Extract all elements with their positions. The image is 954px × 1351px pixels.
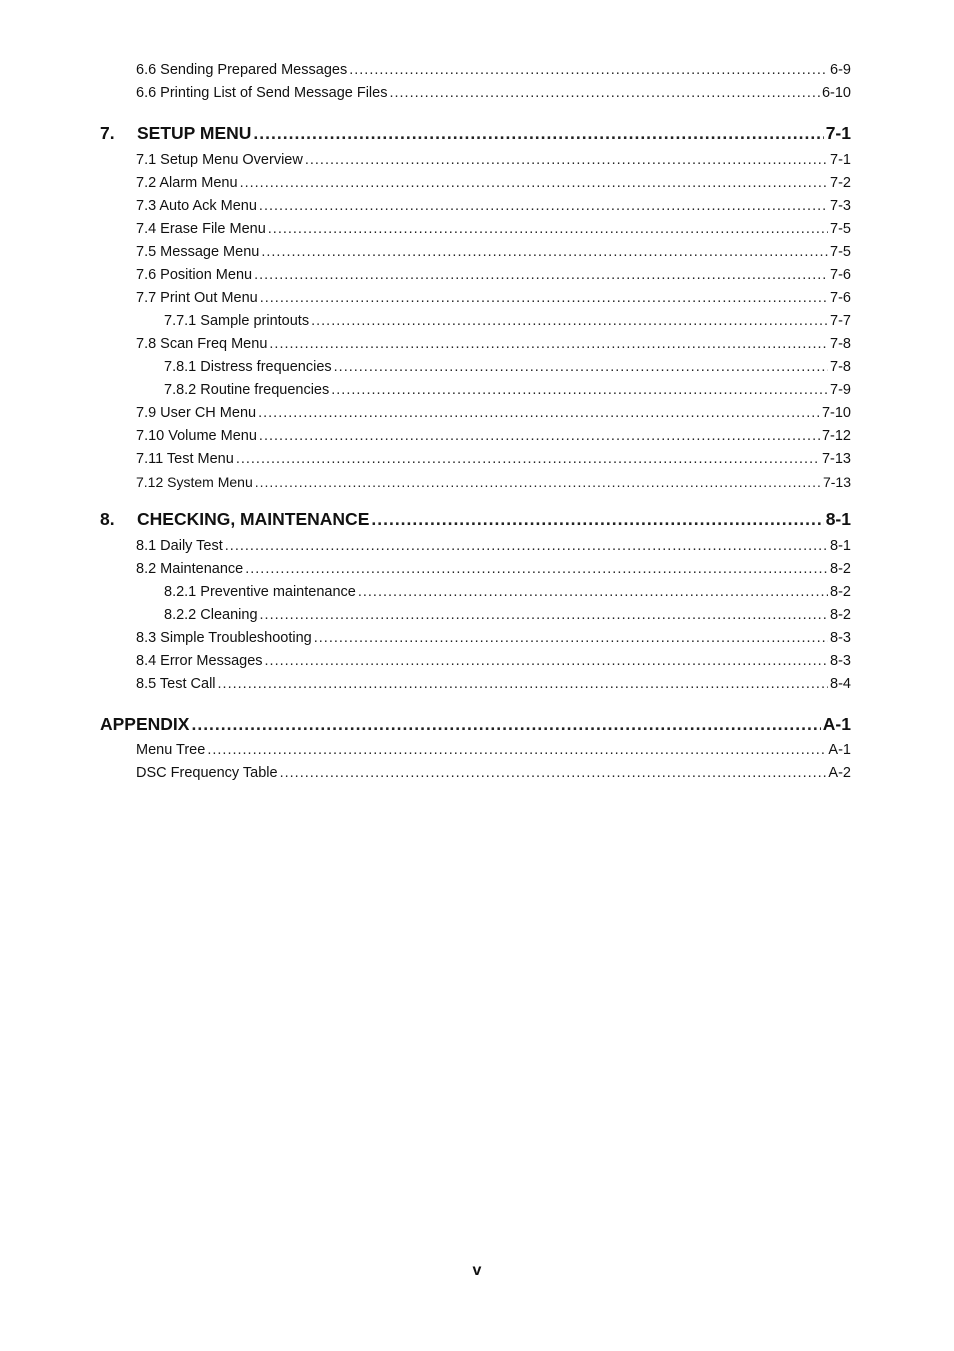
toc-entry-title: 7.4 Erase File Menu <box>136 221 266 237</box>
toc-section-heading[interactable] <box>100 714 851 735</box>
toc-entry-page: 7-6 <box>830 267 851 283</box>
dot-leader <box>191 714 820 735</box>
toc-entry[interactable] <box>136 451 851 467</box>
toc-entry-page: 7-1 <box>830 152 851 168</box>
dot-leader <box>259 428 820 444</box>
dot-leader <box>268 221 828 237</box>
toc-entry-page: 7-10 <box>821 405 851 421</box>
toc-entry[interactable] <box>136 267 851 283</box>
toc-entry-title: 7.9 User CH Menu <box>136 405 257 421</box>
toc-entry-page: 7-2 <box>830 175 851 191</box>
toc-entry-title: 6.6 Sending Prepared Messages <box>136 62 348 78</box>
dot-leader <box>260 607 829 623</box>
toc-entry-page: 7-13 <box>821 451 851 467</box>
toc-entry-title: 7.1 Setup Menu Overview <box>136 152 303 168</box>
dot-leader <box>334 359 828 375</box>
dot-leader <box>259 198 828 214</box>
dot-leader <box>311 313 828 329</box>
toc-entry[interactable] <box>136 405 851 421</box>
dot-leader <box>371 509 823 530</box>
toc-entry[interactable] <box>136 336 851 352</box>
toc-entry[interactable] <box>136 198 851 214</box>
dot-leader <box>258 405 820 421</box>
toc-entry-title: 6.6 Printing List of Send Message Files <box>136 85 388 101</box>
toc-entry-title: 7.6 Position Menu <box>136 267 253 283</box>
section-title: CHECKING, MAINTENANCE <box>137 509 370 529</box>
dot-leader <box>314 630 828 646</box>
toc-entry-page: 7-8 <box>830 359 851 375</box>
dot-leader <box>253 123 823 144</box>
section-page: 7-1 <box>825 123 851 143</box>
toc-entry[interactable] <box>136 290 851 306</box>
dot-leader <box>269 336 828 352</box>
toc-entry-title: DSC Frequency Table <box>136 765 278 781</box>
toc-entry-title: 7.11 Test Menu <box>136 451 234 467</box>
toc-entry-title: 7.8.1 Distress frequencies <box>164 359 332 375</box>
dot-leader <box>349 62 828 78</box>
section-number: 7. <box>100 123 115 143</box>
toc-entry-title: 8.2.1 Preventive maintenance <box>164 584 356 600</box>
toc-entry[interactable] <box>136 765 851 781</box>
toc-entry-page: A-1 <box>828 742 851 758</box>
toc-entry[interactable] <box>136 85 851 101</box>
toc-entry-title: 8.1 Daily Test <box>136 538 223 554</box>
section-title: SETUP MENU <box>137 123 252 143</box>
toc-entry[interactable] <box>136 62 851 78</box>
toc-entry[interactable] <box>136 653 851 669</box>
toc-entry-page: 8-4 <box>830 676 851 692</box>
toc-entry[interactable] <box>136 175 851 191</box>
toc-entry-title: 8.2 Maintenance <box>136 561 244 577</box>
dot-leader <box>255 474 821 490</box>
toc-entry-title: Menu Tree <box>136 742 206 758</box>
toc-entry-title: 8.4 Error Messages <box>136 653 263 669</box>
toc-entry-page: 6-9 <box>830 62 851 78</box>
page-number: v <box>472 1262 482 1279</box>
toc-entry-page: 8-3 <box>830 630 851 646</box>
toc-entry[interactable] <box>136 152 851 168</box>
dot-leader <box>261 244 828 260</box>
toc-entry-title: 7.7 Print Out Menu <box>136 290 258 306</box>
toc-entry-page: 7-5 <box>830 221 851 237</box>
toc-entry-page: 7-12 <box>821 428 851 444</box>
section-title: APPENDIX <box>100 714 190 734</box>
toc-section-heading[interactable] <box>100 509 851 530</box>
toc-entry[interactable] <box>136 221 851 237</box>
dot-leader <box>280 765 827 781</box>
toc-entry-page: 7-7 <box>830 313 851 329</box>
toc-entry[interactable] <box>164 313 851 329</box>
toc-entry[interactable] <box>136 244 851 260</box>
dot-leader <box>225 538 828 554</box>
toc-entry-title: 8.5 Test Call <box>136 676 216 692</box>
dot-leader <box>305 152 828 168</box>
dot-leader <box>358 584 828 600</box>
section-number: 8. <box>100 509 115 529</box>
section-page: A-1 <box>822 714 851 734</box>
dot-leader <box>260 290 828 306</box>
dot-leader <box>254 267 828 283</box>
toc-entry[interactable] <box>164 359 851 375</box>
toc-entry-title: 7.10 Volume Menu <box>136 428 257 444</box>
toc-entry[interactable] <box>164 382 851 398</box>
toc-entry-title: 7.8 Scan Freq Menu <box>136 336 268 352</box>
toc-entry-page: 6-10 <box>821 85 851 101</box>
toc-entry[interactable] <box>136 474 851 490</box>
dot-leader <box>389 85 820 101</box>
toc-entry[interactable] <box>136 538 851 554</box>
toc-entry-title: 7.5 Message Menu <box>136 244 260 260</box>
toc-entry[interactable] <box>136 428 851 444</box>
dot-leader <box>265 653 829 669</box>
toc-entry[interactable] <box>136 630 851 646</box>
toc-entry-page: 7-8 <box>830 336 851 352</box>
toc-entry-title: 7.12 System Menu <box>136 474 253 490</box>
toc-entry-page: 7-3 <box>830 198 851 214</box>
dot-leader <box>207 742 826 758</box>
toc-entry-page: 7-13 <box>822 474 851 490</box>
toc-entry-title: 7.2 Alarm Menu <box>136 175 238 191</box>
dot-leader <box>236 451 820 467</box>
dot-leader <box>245 561 828 577</box>
toc-entry-page: 8-1 <box>830 538 851 554</box>
toc-entry[interactable] <box>136 742 851 758</box>
toc-entry-page: 8-3 <box>830 653 851 669</box>
toc-entry-title: 7.3 Auto Ack Menu <box>136 198 257 214</box>
toc-entry-page: 8-2 <box>830 561 851 577</box>
toc-entry-page: 7-6 <box>830 290 851 306</box>
toc-section-heading[interactable] <box>100 123 851 144</box>
toc-entry-page: 7-5 <box>830 244 851 260</box>
dot-leader <box>331 382 828 398</box>
dot-leader <box>240 175 828 191</box>
toc-entry[interactable] <box>164 584 851 600</box>
section-page: 8-1 <box>825 509 851 529</box>
toc-entry-title: 7.8.2 Routine frequencies <box>164 382 330 398</box>
toc-entry[interactable] <box>136 676 851 692</box>
toc-entry[interactable] <box>164 607 851 623</box>
toc-entry-page: A-2 <box>828 765 851 781</box>
toc-entry-title: 8.3 Simple Troubleshooting <box>136 630 312 646</box>
toc-entry-title: 8.2.2 Cleaning <box>164 607 258 623</box>
toc-entry-page: 8-2 <box>830 584 851 600</box>
dot-leader <box>218 676 829 692</box>
toc-entry-title: 7.7.1 Sample printouts <box>164 313 310 329</box>
toc-entry-page: 8-2 <box>830 607 851 623</box>
toc-entry[interactable] <box>136 561 851 577</box>
toc-entry-page: 7-9 <box>830 382 851 398</box>
